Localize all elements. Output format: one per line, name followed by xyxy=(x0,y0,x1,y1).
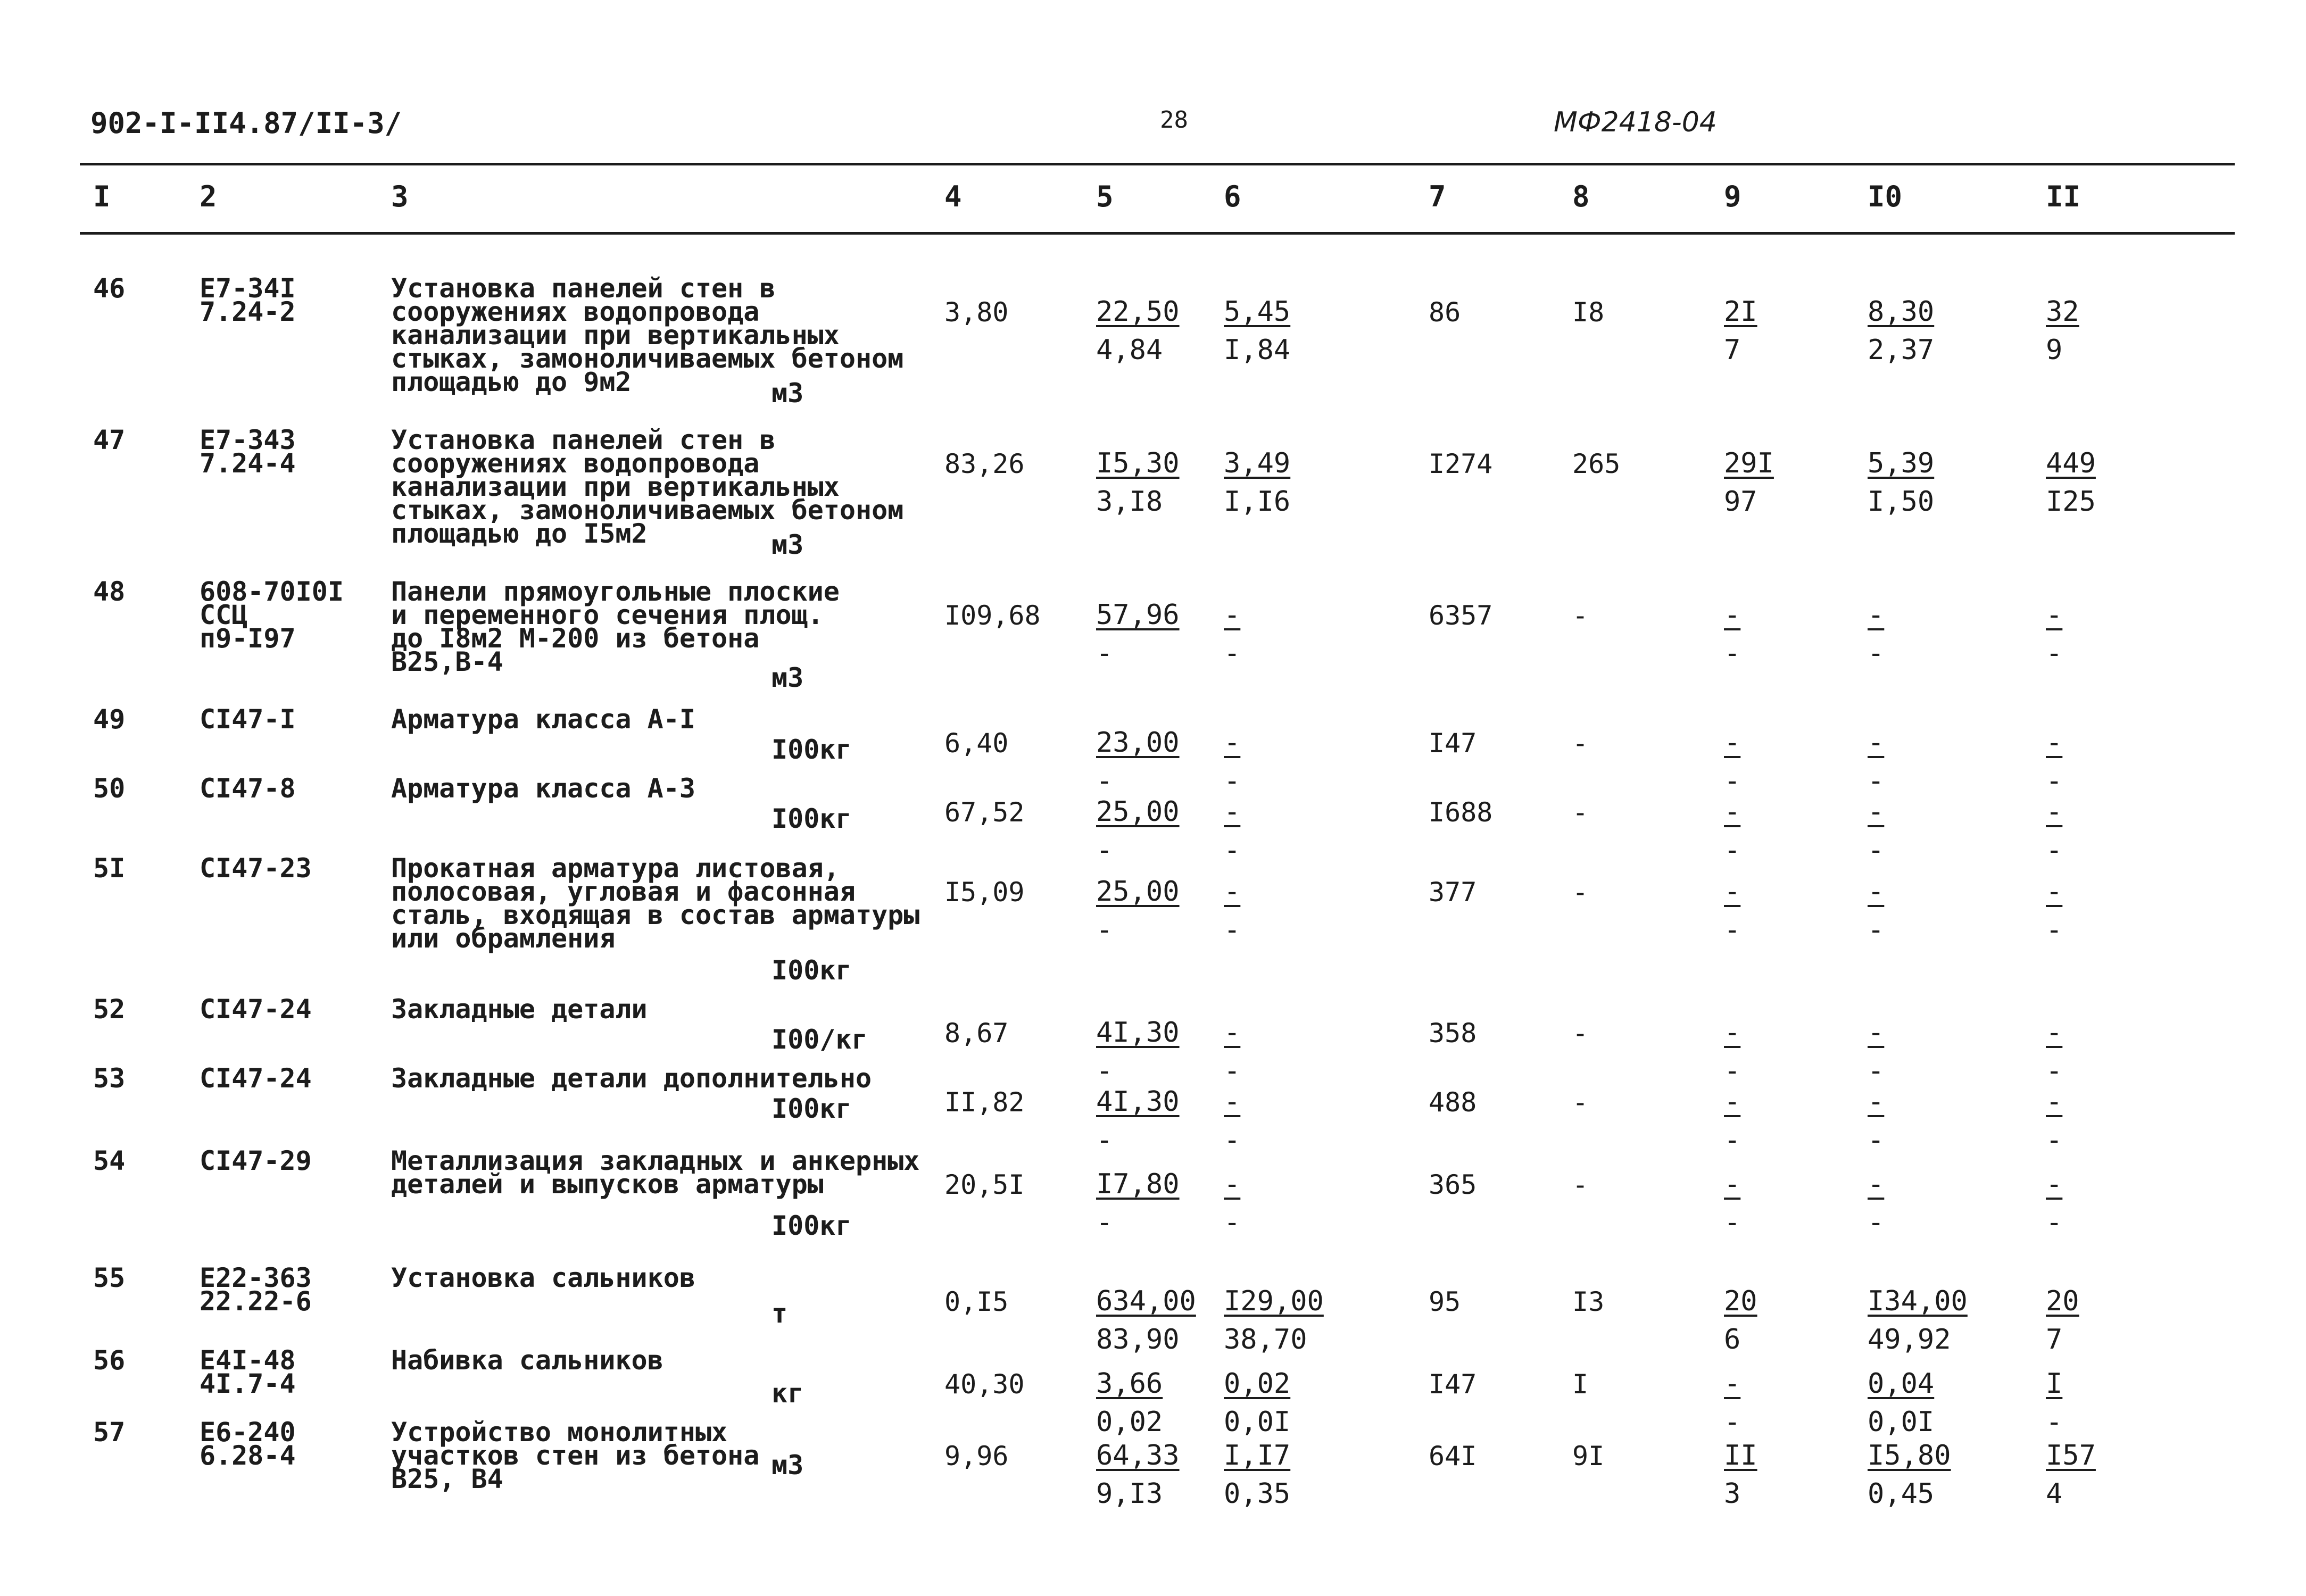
value-top: 4I,30 xyxy=(1096,1086,1180,1118)
value-bottom: - xyxy=(1724,637,1741,669)
quantity: 9,96 xyxy=(944,1441,1009,1472)
value-top: - xyxy=(1224,727,1241,759)
value-top: I57 xyxy=(2046,1440,2096,1472)
work-description: Арматура класса А-I xyxy=(391,704,695,735)
value-top: 64,33 xyxy=(1096,1440,1180,1472)
value-top: I34,00 xyxy=(1868,1285,1968,1317)
header-bottom-rule xyxy=(80,232,2235,235)
value-pair-c5 xyxy=(1096,872,1180,949)
value-top: - xyxy=(1224,796,1241,828)
column-number: 9 xyxy=(1724,180,1741,213)
labor-cost: I xyxy=(1572,1369,1589,1400)
value-top: I5,80 xyxy=(1868,1440,1951,1472)
total-cost: 6357 xyxy=(1429,600,1493,631)
labor-cost: 9I xyxy=(1572,1441,1605,1472)
column-number: 5 xyxy=(1096,180,1114,213)
value-pair-c6 xyxy=(1224,1365,1290,1441)
value-pair-c6 xyxy=(1224,724,1240,800)
value-bottom: 9,I3 xyxy=(1096,1478,1163,1510)
value-top: - xyxy=(2046,599,2063,631)
value-bottom: 97 xyxy=(1724,486,1757,518)
value-top: I5,30 xyxy=(1096,447,1180,479)
value-top: - xyxy=(1724,1017,1741,1049)
value-top: 449 xyxy=(2046,447,2096,479)
work-description: Прокатная арматура листовая, полосовая, угловая и фасонная сталь, входящая в состав арматуры или обрамления xyxy=(391,853,920,954)
work-description: Закладные детали xyxy=(391,994,648,1025)
unit-of-measure: I00кг xyxy=(772,734,852,765)
estimate-code: Е7-343 7.24-4 xyxy=(200,425,296,479)
value-top: 57,96 xyxy=(1096,599,1180,631)
value-bottom: 38,70 xyxy=(1224,1324,1307,1356)
quantity: 3,80 xyxy=(944,297,1009,328)
value-bottom: I,50 xyxy=(1868,486,1935,518)
value-pair-c6 xyxy=(1224,872,1240,949)
row-number: 54 xyxy=(93,1145,126,1176)
row-number: 49 xyxy=(93,704,126,735)
value-top: I7,80 xyxy=(1096,1168,1180,1200)
work-description: Установка сальников xyxy=(391,1262,695,1293)
value-bottom: - xyxy=(1724,765,1741,797)
value-pair-c9 xyxy=(1724,872,1740,949)
estimate-code: Е7-34I 7.24-2 xyxy=(200,273,296,327)
total-cost: 64I xyxy=(1429,1441,1477,1472)
value-pair-c11 xyxy=(2046,1365,2062,1441)
value-bottom: - xyxy=(1096,765,1113,797)
value-top: 29I xyxy=(1724,447,1774,479)
value-top: - xyxy=(1724,1168,1741,1200)
value-bottom: 9 xyxy=(2046,334,2063,366)
value-pair-c10 xyxy=(1868,872,1884,949)
total-cost: I47 xyxy=(1429,728,1477,759)
labor-cost: I8 xyxy=(1572,297,1605,328)
column-number: 2 xyxy=(200,180,217,213)
column-number: I0 xyxy=(1868,180,1903,213)
value-bottom: - xyxy=(1724,1055,1741,1087)
value-bottom: - xyxy=(1868,914,1885,946)
value-top: 5,45 xyxy=(1224,296,1291,328)
value-bottom: - xyxy=(1096,914,1113,946)
column-number: 7 xyxy=(1429,180,1446,213)
value-top: 20 xyxy=(1724,1285,1757,1317)
row-number: 57 xyxy=(93,1417,126,1448)
value-bottom: 49,92 xyxy=(1868,1324,1951,1356)
estimate-code: Е22-363 22.22-6 xyxy=(200,1262,312,1317)
value-bottom: - xyxy=(1224,834,1241,866)
value-pair-c6 xyxy=(1224,793,1240,869)
total-cost: 95 xyxy=(1429,1286,1461,1317)
quantity: 8,67 xyxy=(944,1018,1009,1049)
work-description: Устройство монолитных участков стен из бетона В25, В4 xyxy=(391,1417,760,1494)
value-top: 22,50 xyxy=(1096,296,1180,328)
quantity: II,82 xyxy=(944,1087,1025,1118)
value-bottom: 7 xyxy=(2046,1324,2063,1356)
total-cost: 488 xyxy=(1429,1087,1477,1118)
value-bottom: I,I6 xyxy=(1224,486,1291,518)
row-number: 46 xyxy=(93,273,126,304)
value-pair-c9 xyxy=(1724,293,1757,369)
value-bottom: - xyxy=(1224,637,1241,669)
unit-of-measure: I00/кг xyxy=(772,1024,868,1055)
value-top: - xyxy=(1724,876,1741,908)
value-pair-c10 xyxy=(1868,1013,1884,1090)
work-description: Установка панелей стен в сооружениях водопровода канализации при вертикальных стыках, замоноличиваемых бетоном площадью до 9м2 xyxy=(391,273,904,397)
row-number: 52 xyxy=(93,994,126,1025)
value-bottom: 3,I8 xyxy=(1096,486,1163,518)
value-top: - xyxy=(1724,599,1741,631)
value-top: 4I,30 xyxy=(1096,1017,1180,1049)
value-bottom: 83,90 xyxy=(1096,1324,1180,1356)
row-number: 56 xyxy=(93,1345,126,1376)
value-top: - xyxy=(2046,1017,2063,1049)
value-top: - xyxy=(1224,876,1241,908)
value-pair-c9 xyxy=(1724,1013,1740,1090)
value-pair-c6 xyxy=(1224,444,1290,521)
value-bottom: - xyxy=(1224,1207,1241,1238)
value-pair-c5 xyxy=(1096,1282,1196,1359)
column-number: 3 xyxy=(391,180,409,213)
value-bottom: - xyxy=(2046,1207,2063,1238)
row-number: 50 xyxy=(93,773,126,804)
total-cost: 358 xyxy=(1429,1018,1477,1049)
value-bottom: 0,35 xyxy=(1224,1478,1291,1510)
value-top: 3,66 xyxy=(1096,1368,1163,1400)
estimate-code: СI47-29 xyxy=(200,1145,312,1176)
value-bottom: - xyxy=(2046,637,2063,669)
value-top: - xyxy=(1724,796,1741,828)
value-bottom: 0,02 xyxy=(1096,1406,1163,1438)
value-bottom: - xyxy=(1224,765,1241,797)
value-pair-c10 xyxy=(1868,1083,1884,1159)
value-top: - xyxy=(1224,1086,1241,1118)
value-top: 20 xyxy=(2046,1285,2079,1317)
quantity: 6,40 xyxy=(944,728,1009,759)
total-cost: I688 xyxy=(1429,797,1493,828)
value-bottom: - xyxy=(1224,1055,1241,1087)
value-top: - xyxy=(2046,876,2063,908)
labor-cost: - xyxy=(1572,728,1589,759)
work-description: Набивка сальников xyxy=(391,1345,663,1376)
value-pair-c11 xyxy=(2046,444,2096,521)
column-number: 4 xyxy=(944,180,962,213)
value-pair-c10 xyxy=(1868,293,1934,369)
value-pair-c11 xyxy=(2046,1436,2096,1513)
value-pair-c6 xyxy=(1224,293,1290,369)
labor-cost: - xyxy=(1572,797,1589,828)
unit-of-measure: м3 xyxy=(772,529,804,560)
value-top: 634,00 xyxy=(1096,1285,1196,1317)
value-bottom: - xyxy=(2046,834,2063,866)
value-pair-c6 xyxy=(1224,1083,1240,1159)
value-top: I xyxy=(2046,1368,2063,1400)
value-top: 3,49 xyxy=(1224,447,1291,479)
value-bottom: - xyxy=(1096,1055,1113,1087)
value-bottom: - xyxy=(1224,914,1241,946)
value-pair-c6 xyxy=(1224,596,1240,672)
value-bottom: 2,37 xyxy=(1868,334,1935,366)
row-number: 53 xyxy=(93,1063,126,1094)
quantity: 40,30 xyxy=(944,1369,1025,1400)
labor-cost: - xyxy=(1572,1169,1589,1200)
column-number: II xyxy=(2046,180,2081,213)
estimate-code: СI47-24 xyxy=(200,994,312,1025)
page-number: 28 xyxy=(1160,106,1188,134)
estimate-code: СI47-23 xyxy=(200,853,312,884)
value-bottom: - xyxy=(1096,1207,1113,1238)
value-bottom: - xyxy=(1868,1124,1885,1156)
unit-of-measure: т xyxy=(772,1298,788,1329)
document-code: 902-I-II4.87/II-3/ xyxy=(90,106,402,140)
total-cost: I274 xyxy=(1429,448,1493,479)
value-top: - xyxy=(1868,727,1885,759)
total-cost: 86 xyxy=(1429,297,1461,328)
value-top: - xyxy=(2046,727,2063,759)
value-pair-c5 xyxy=(1096,1013,1180,1090)
row-number: 47 xyxy=(93,425,126,455)
value-bottom: - xyxy=(1724,1207,1741,1238)
quantity: 67,52 xyxy=(944,797,1025,828)
value-bottom: - xyxy=(2046,1055,2063,1087)
value-bottom: 4 xyxy=(2046,1478,2063,1510)
unit-of-measure: I00кг xyxy=(772,803,852,834)
estimate-code: Е4I-48 4I.7-4 xyxy=(200,1345,296,1399)
value-bottom: - xyxy=(1868,637,1885,669)
value-top: - xyxy=(1868,876,1885,908)
value-top: II xyxy=(1724,1440,1757,1472)
value-bottom: 0,45 xyxy=(1868,1478,1935,1510)
unit-of-measure: м3 xyxy=(772,662,804,693)
value-pair-c10 xyxy=(1868,1165,1884,1242)
value-bottom: - xyxy=(2046,1124,2063,1156)
value-pair-c11 xyxy=(2046,1282,2079,1359)
value-pair-c6 xyxy=(1224,1165,1240,1242)
unit-of-measure: I00кг xyxy=(772,1093,852,1124)
total-cost: 365 xyxy=(1429,1169,1477,1200)
value-top: - xyxy=(2046,1168,2063,1200)
unit-of-measure: кг xyxy=(772,1378,804,1409)
value-pair-c5 xyxy=(1096,1083,1180,1159)
value-bottom: 7 xyxy=(1724,334,1741,366)
value-pair-c9 xyxy=(1724,1165,1740,1242)
quantity: 20,5I xyxy=(944,1169,1025,1200)
value-top: - xyxy=(2046,796,2063,828)
value-bottom: 6 xyxy=(1724,1324,1741,1356)
value-pair-c10 xyxy=(1868,444,1934,521)
value-top: 0,02 xyxy=(1224,1368,1291,1400)
value-bottom: - xyxy=(1868,1207,1885,1238)
total-cost: 377 xyxy=(1429,877,1477,908)
work-description: Металлизация закладных и анкерных деталей и выпусков арматуры xyxy=(391,1145,920,1200)
quantity: I09,68 xyxy=(944,600,1041,631)
value-top: I,I7 xyxy=(1224,1440,1291,1472)
value-bottom: - xyxy=(2046,765,2063,797)
value-pair-c10 xyxy=(1868,1365,1934,1441)
value-bottom: - xyxy=(1868,1055,1885,1087)
column-number: 8 xyxy=(1572,180,1590,213)
value-bottom: - xyxy=(1096,637,1113,669)
value-top: - xyxy=(1224,599,1241,631)
value-bottom: - xyxy=(1224,1124,1241,1156)
value-pair-c11 xyxy=(2046,1083,2062,1159)
value-pair-c6 xyxy=(1224,1436,1290,1513)
quantity: 0,I5 xyxy=(944,1286,1009,1317)
work-description: Панели прямоугольные плоские и переменного сечения площ. до I8м2 М-200 из бетона В25,В-4 xyxy=(391,576,840,677)
labor-cost: I3 xyxy=(1572,1286,1605,1317)
value-pair-c5 xyxy=(1096,444,1180,521)
work-description: Закладные детали дополнительно xyxy=(391,1063,872,1094)
value-bottom: 0,0I xyxy=(1868,1406,1935,1438)
value-pair-c6 xyxy=(1224,1282,1324,1359)
value-bottom: - xyxy=(1724,914,1741,946)
value-pair-c11 xyxy=(2046,1165,2062,1242)
value-top: 25,00 xyxy=(1096,796,1180,828)
value-bottom: I,84 xyxy=(1224,334,1291,366)
value-pair-c10 xyxy=(1868,724,1884,800)
value-pair-c9 xyxy=(1724,1436,1757,1513)
value-pair-c9 xyxy=(1724,1365,1740,1441)
value-top: 32 xyxy=(2046,296,2079,328)
value-bottom: - xyxy=(1724,1406,1741,1438)
labor-cost: 265 xyxy=(1572,448,1621,479)
value-top: - xyxy=(1724,727,1741,759)
document-id: МФ2418-04 xyxy=(1554,106,1717,138)
row-number: 5I xyxy=(93,853,126,884)
value-top: 5,39 xyxy=(1868,447,1935,479)
row-number: 48 xyxy=(93,576,126,607)
quantity: 83,26 xyxy=(944,448,1025,479)
value-pair-c5 xyxy=(1096,1165,1180,1242)
value-pair-c11 xyxy=(2046,596,2062,672)
labor-cost: - xyxy=(1572,600,1589,631)
value-pair-c11 xyxy=(2046,793,2062,869)
value-bottom: - xyxy=(1868,834,1885,866)
value-top: 0,04 xyxy=(1868,1368,1935,1400)
value-pair-c11 xyxy=(2046,872,2062,949)
column-number: I xyxy=(93,180,111,213)
value-pair-c5 xyxy=(1096,793,1180,869)
table-top-rule xyxy=(80,163,2235,165)
value-top: - xyxy=(1868,599,1885,631)
estimate-code: СI47-8 xyxy=(200,773,296,804)
unit-of-measure: I00кг xyxy=(772,1210,852,1241)
work-description: Установка панелей стен в сооружениях водопровода канализации при вертикальных стыках, замоноличиваемых бетоном площадью до I5м2 xyxy=(391,425,904,549)
value-top: - xyxy=(1868,1017,1885,1049)
value-top: - xyxy=(1868,796,1885,828)
value-pair-c10 xyxy=(1868,1436,1951,1513)
value-top: - xyxy=(1224,1168,1241,1200)
unit-of-measure: м3 xyxy=(772,378,804,409)
labor-cost: - xyxy=(1572,1087,1589,1118)
work-description: Арматура класса А-3 xyxy=(391,773,695,804)
value-top: 25,00 xyxy=(1096,876,1180,908)
value-bottom: - xyxy=(1724,1124,1741,1156)
labor-cost: - xyxy=(1572,1018,1589,1049)
value-top: - xyxy=(1868,1168,1885,1200)
total-cost: I47 xyxy=(1429,1369,1477,1400)
estimate-code: СI47-24 xyxy=(200,1063,312,1094)
value-pair-c9 xyxy=(1724,724,1740,800)
value-pair-c10 xyxy=(1868,596,1884,672)
value-bottom: - xyxy=(2046,1406,2063,1438)
value-pair-c9 xyxy=(1724,793,1740,869)
value-bottom: 0,0I xyxy=(1224,1406,1291,1438)
value-bottom: - xyxy=(2046,914,2063,946)
value-top: I29,00 xyxy=(1224,1285,1324,1317)
value-bottom: 3 xyxy=(1724,1478,1741,1510)
value-pair-c9 xyxy=(1724,1282,1757,1359)
value-bottom: - xyxy=(1096,1124,1113,1156)
unit-of-measure: I00кг xyxy=(772,955,852,986)
value-pair-c5 xyxy=(1096,1365,1163,1441)
value-pair-c9 xyxy=(1724,444,1774,521)
value-pair-c11 xyxy=(2046,293,2079,369)
value-top: 8,30 xyxy=(1868,296,1935,328)
value-top: - xyxy=(1724,1086,1741,1118)
labor-cost: - xyxy=(1572,877,1589,908)
row-number: 55 xyxy=(93,1262,126,1293)
unit-of-measure: м3 xyxy=(772,1450,804,1481)
value-pair-c9 xyxy=(1724,596,1740,672)
value-top: - xyxy=(1724,1368,1741,1400)
value-pair-c5 xyxy=(1096,1436,1180,1513)
value-pair-c9 xyxy=(1724,1083,1740,1159)
value-bottom: - xyxy=(1724,834,1741,866)
value-top: - xyxy=(1868,1086,1885,1118)
value-pair-c11 xyxy=(2046,1013,2062,1090)
value-top: - xyxy=(2046,1086,2063,1118)
value-top: 2I xyxy=(1724,296,1757,328)
value-bottom: - xyxy=(1868,765,1885,797)
value-top: 23,00 xyxy=(1096,727,1180,759)
value-pair-c11 xyxy=(2046,724,2062,800)
value-pair-c5 xyxy=(1096,293,1180,369)
value-pair-c6 xyxy=(1224,1013,1240,1090)
value-bottom: I25 xyxy=(2046,486,2096,518)
value-pair-c5 xyxy=(1096,724,1180,800)
value-pair-c5 xyxy=(1096,596,1180,672)
value-top: - xyxy=(1224,1017,1241,1049)
estimate-code: Е6-240 6.28-4 xyxy=(200,1417,296,1471)
quantity: I5,09 xyxy=(944,877,1025,908)
value-pair-c10 xyxy=(1868,793,1884,869)
estimate-code: СI47-I xyxy=(200,704,296,735)
column-number: 6 xyxy=(1224,180,1241,213)
value-pair-c10 xyxy=(1868,1282,1968,1359)
estimate-code: 608-70I0I ССЦ п9-I97 xyxy=(200,576,344,654)
value-bottom: - xyxy=(1096,834,1113,866)
value-bottom: 4,84 xyxy=(1096,334,1163,366)
